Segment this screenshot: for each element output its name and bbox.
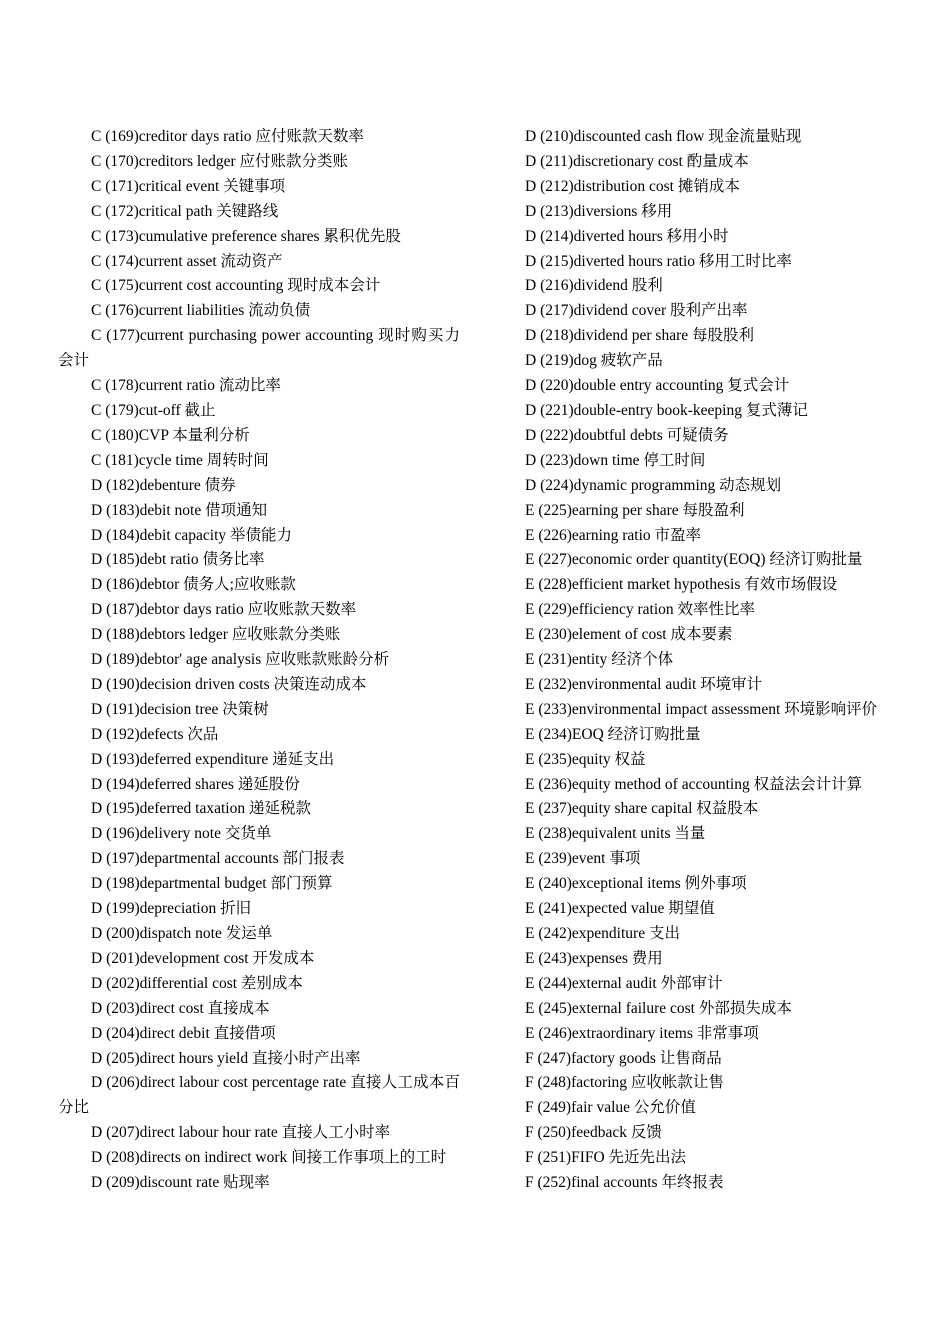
glossary-entry: D (193)deferred expenditure 递延支出 bbox=[91, 750, 335, 768]
glossary-entry: D (218)dividend per share 每股股利 bbox=[525, 327, 755, 345]
glossary-entry: F (252)final accounts 年终报表 bbox=[525, 1174, 724, 1192]
right-glossary-column bbox=[492, 125, 894, 1196]
glossary-entry: D (189)debtor' age analysis 应收账款账龄分析 bbox=[91, 651, 390, 669]
glossary-entry: F (251)FIFO 先近先出法 bbox=[525, 1149, 687, 1167]
glossary-entry: C (178)current ratio 流动比率 bbox=[91, 377, 281, 395]
glossary-entry: D (190)decision driven costs 决策连动成本 bbox=[91, 675, 367, 693]
glossary-entry: E (238)equivalent units 当量 bbox=[525, 825, 706, 843]
glossary-entry: D (204)direct debit 直接借项 bbox=[91, 1024, 276, 1042]
glossary-entry: F (249)fair value 公允价值 bbox=[525, 1099, 696, 1117]
glossary-entry: D (203)direct cost 直接成本 bbox=[91, 999, 270, 1017]
glossary-entry: D (208)directs on indirect work 间接工作事项上的工时 bbox=[91, 1149, 447, 1167]
glossary-entry: D (192)defects 次品 bbox=[91, 725, 219, 743]
glossary-entry: D (217)dividend cover 股利产出率 bbox=[525, 302, 748, 320]
glossary-entry: E (236)equity method of accounting 权益法会计计算 bbox=[525, 775, 863, 793]
glossary-entry: D (191)decision tree 决策树 bbox=[91, 700, 269, 718]
glossary-entry: D (220)double entry accounting 复式会计 bbox=[525, 377, 790, 395]
glossary-entry: C (179)cut-off 截止 bbox=[91, 401, 216, 419]
glossary-entry: C (175)current cost accounting 现时成本会计 bbox=[91, 277, 381, 295]
glossary-entry: E (229)efficiency ration 效率性比率 bbox=[525, 601, 755, 619]
glossary-entry: C (169)creditor days ratio 应付账款天数率 bbox=[91, 128, 364, 145]
glossary-entry: D (202)differential cost 差别成本 bbox=[91, 974, 303, 992]
glossary-entry: E (242)expenditure 支出 bbox=[525, 925, 680, 942]
glossary-entry: D (200)dispatch note 发运单 bbox=[91, 925, 273, 942]
glossary-entry: D (214)diverted hours 移用小时 bbox=[525, 227, 729, 245]
glossary-entry: E (227)economic order quantity(EOQ) 经济订购批量 bbox=[525, 551, 863, 569]
glossary-entry: D (219)dog 疲软产品 bbox=[525, 352, 663, 370]
glossary-entry: E (244)external audit 外部审计 bbox=[525, 974, 723, 992]
glossary-entry: E (246)extraordinary items 非常事项 bbox=[525, 1024, 759, 1042]
glossary-entry: E (239)event 事项 bbox=[525, 850, 641, 868]
glossary-entry: E (237)equity share capital 权益股本 bbox=[525, 800, 759, 818]
glossary-entry: D (185)debt ratio 债务比率 bbox=[91, 551, 265, 569]
glossary-entry: D (216)dividend 股利 bbox=[525, 277, 663, 295]
glossary-entry: E (231)entity 经济个体 bbox=[525, 651, 674, 669]
glossary-entry: D (213)diversions 移用 bbox=[525, 202, 673, 220]
glossary-entry: D (207)direct labour hour rate 直接人工小时率 bbox=[91, 1124, 391, 1142]
glossary-entry: E (230)element of cost 成本要素 bbox=[525, 626, 733, 644]
glossary-entry: D (194)deferred shares 递延股份 bbox=[91, 775, 300, 793]
glossary-entry: D (198)departmental budget 部门预算 bbox=[91, 875, 333, 893]
glossary-entry: E (234)EOQ 经济订购批量 bbox=[525, 725, 701, 743]
glossary-entry: D (188)debtors ledger 应收账款分类账 bbox=[91, 626, 341, 644]
glossary-entry: C (170)creditors ledger 应付账款分类账 bbox=[91, 152, 348, 170]
glossary-entry: F (250)feedback 反馈 bbox=[525, 1124, 662, 1142]
glossary-entry: D (184)debit capacity 举债能力 bbox=[91, 526, 293, 544]
glossary-entry: E (233)environmental impact assessment 环境影响评价 bbox=[525, 700, 878, 718]
glossary-entry: D (196)delivery note 交货单 bbox=[91, 825, 272, 843]
glossary-entry: E (232)environmental audit 环境审计 bbox=[525, 675, 763, 693]
glossary-entry: D (224)dynamic programming 动态规划 bbox=[525, 476, 782, 494]
glossary-entry: D (205)direct hours yield 直接小时产出率 bbox=[91, 1049, 361, 1067]
glossary-entry: C (181)cycle time 周转时间 bbox=[91, 451, 269, 469]
glossary-entry: D (215)diverted hours ratio 移用工时比率 bbox=[525, 252, 792, 270]
glossary-entry: E (243)expenses 费用 bbox=[525, 949, 663, 967]
glossary-entry: E (241)expected value 期望值 bbox=[525, 900, 715, 918]
glossary-entry: C (173)cumulative preference shares 累积优先股 bbox=[91, 227, 401, 245]
glossary-entry: D (186)debtor 债务人;应收账款 bbox=[91, 576, 296, 594]
glossary-entry: E (235)equity 权益 bbox=[525, 750, 646, 768]
glossary-entry: F (248)factoring 应收帐款让售 bbox=[525, 1074, 724, 1092]
glossary-entry: D (183)debit note 借项通知 bbox=[91, 501, 268, 519]
glossary-entry: C (177)current purchasing power accounting 现时购买力会计 bbox=[58, 327, 460, 370]
glossary-entry: C (176)current liabilities 流动负债 bbox=[91, 302, 311, 320]
glossary-entry: E (228)efficient market hypothesis 有效市场假设 bbox=[525, 576, 838, 594]
glossary-entry: D (199)depreciation 折旧 bbox=[91, 900, 252, 918]
glossary-entry: D (182)debenture 债券 bbox=[91, 476, 236, 494]
glossary-entry: E (225)earning per share 每股盈利 bbox=[525, 501, 745, 519]
glossary-entry: E (245)external failure cost 外部损失成本 bbox=[525, 999, 792, 1017]
glossary-entry: D (201)development cost 开发成本 bbox=[91, 949, 315, 967]
glossary-entry: D (197)departmental accounts 部门报表 bbox=[91, 850, 345, 868]
glossary-entry: E (226)earning ratio 市盈率 bbox=[525, 526, 702, 544]
glossary-entry: C (172)critical path 关键路线 bbox=[91, 202, 279, 220]
glossary-entry: C (174)current asset 流动资产 bbox=[91, 252, 283, 270]
glossary-entry: C (171)critical event 关键事项 bbox=[91, 177, 286, 195]
glossary-entry: C (180)CVP 本量利分析 bbox=[91, 426, 250, 444]
glossary-entry: D (209)discount rate 贴现率 bbox=[91, 1174, 270, 1192]
glossary-entry: E (240)exceptional items 例外事项 bbox=[525, 875, 747, 893]
glossary-entry: D (206)direct labour cost percentage rate 直接人工成本百分比 bbox=[58, 1074, 460, 1117]
glossary-entry: D (211)discretionary cost 酌量成本 bbox=[525, 152, 749, 170]
glossary-entry: D (210)discounted cash flow 现金流量贴现 bbox=[525, 128, 802, 145]
glossary-entry: D (187)debtor days ratio 应收账款天数率 bbox=[91, 601, 357, 619]
glossary-entry: D (221)double-entry book-keeping 复式薄记 bbox=[525, 401, 808, 419]
glossary-entry: D (212)distribution cost 摊销成本 bbox=[525, 177, 740, 195]
glossary-entry: D (222)doubtful debts 可疑债务 bbox=[525, 426, 729, 444]
left-glossary-column bbox=[58, 125, 460, 1196]
glossary-entry: D (223)down time 停工时间 bbox=[525, 451, 706, 469]
glossary-entry: F (247)factory goods 让售商品 bbox=[525, 1049, 722, 1067]
glossary-entry: D (195)deferred taxation 递延税款 bbox=[91, 800, 311, 818]
